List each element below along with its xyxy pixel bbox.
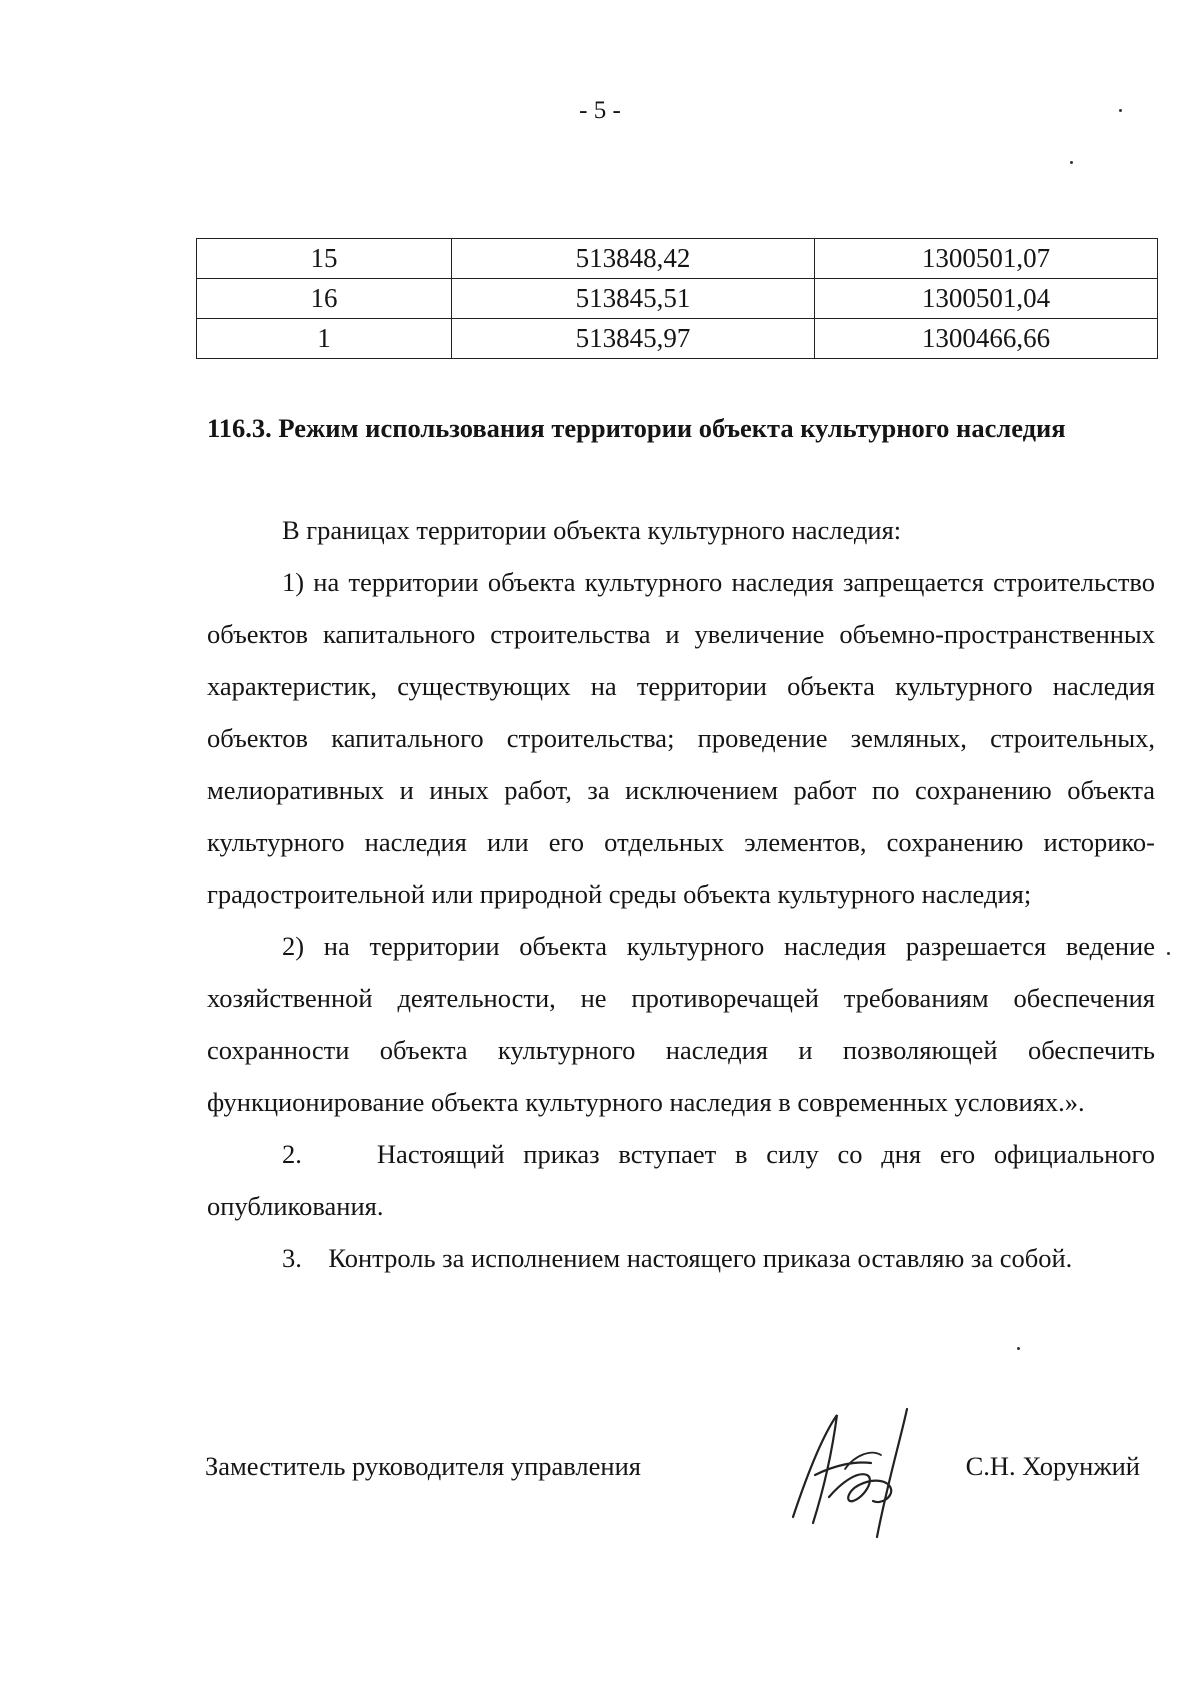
intro-paragraph: В границах территории объекта культурного наследия: — [282, 515, 902, 545]
handwritten-signature — [785, 1405, 925, 1545]
table-row — [197, 279, 1158, 319]
item-1-paragraph: 1) на территории объекта культурного наследия запрещается строительство объектов капитального строительства и увеличение объемно-пространственных характеристик, существующих на территории объекта культурного наследия объектов капитального строительства; проведение земляных, строительных, мелиоративных и иных работ, за исключением работ по сохранению объекта культурного наследия или его отдельных элементов, сохранению историко-градостроительной или природной среды объекта культурного наследия; — [207, 567, 1155, 909]
y-coordinate-cell: 1300501,04 — [815, 279, 1158, 319]
x-coordinate-cell: 513845,51 — [452, 279, 815, 319]
body-text — [207, 504, 1162, 1284]
signer-position: Заместитель руководителя управления — [205, 1451, 641, 1481]
x-coordinate-cell: 513845,97 — [452, 319, 815, 359]
table-row — [197, 239, 1158, 279]
scan-speck — [1119, 109, 1122, 112]
section-heading: 116.3. Режим использования территории объекта культурного наследия — [207, 413, 1066, 443]
signature-block — [205, 1417, 1140, 1537]
page-number: - 5 - — [579, 97, 621, 124]
clause-3-paragraph: 3. Контроль за исполнением настоящего приказа оставляю за собой. — [282, 1243, 1073, 1273]
table-row — [197, 319, 1158, 359]
clause-2-paragraph: 2. Настоящий приказ вступает в силу со дня его официального опубликования. — [207, 1139, 1162, 1221]
scan-speck — [1017, 1347, 1020, 1350]
coordinates-table — [196, 238, 1158, 359]
scan-speck — [1167, 952, 1170, 955]
point-number-cell: 15 — [197, 239, 452, 279]
item-2-paragraph: 2) на территории объекта культурного наследия разрешается ведение хозяйственной деятельности, не противоречащей требованиям обеспечения сохранности объекта культурного наследия и позволяющей обеспечить функционирование объекта культурного наследия в современных условиях.». — [207, 931, 1155, 1117]
signer-name: С.Н. Хорунжий — [965, 1451, 1140, 1481]
y-coordinate-cell: 1300466,66 — [815, 319, 1158, 359]
point-number-cell: 1 — [197, 319, 452, 359]
scan-speck — [1070, 161, 1073, 164]
point-number-cell: 16 — [197, 279, 452, 319]
y-coordinate-cell: 1300501,07 — [815, 239, 1158, 279]
x-coordinate-cell: 513848,42 — [452, 239, 815, 279]
